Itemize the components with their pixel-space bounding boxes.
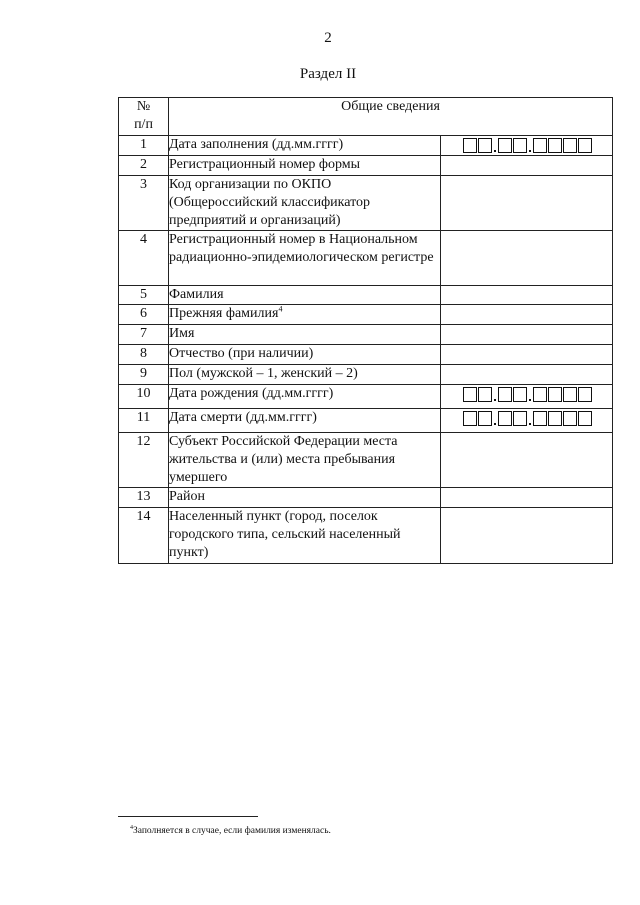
date-separator-dot bbox=[528, 387, 532, 402]
row-value-field[interactable] bbox=[441, 409, 613, 433]
row-number: 2 bbox=[119, 156, 169, 176]
row-value-field[interactable] bbox=[441, 365, 613, 385]
date-digit-box[interactable] bbox=[578, 387, 592, 402]
general-info-table bbox=[118, 97, 613, 564]
row-value-field[interactable] bbox=[441, 508, 613, 564]
row-number: 6 bbox=[119, 305, 169, 325]
table-row bbox=[119, 305, 613, 325]
date-digit-box[interactable] bbox=[548, 411, 562, 426]
row-number: 11 bbox=[119, 409, 169, 433]
column-header-title: Общие сведения bbox=[169, 98, 613, 136]
row-label bbox=[169, 325, 441, 345]
row-value-field[interactable] bbox=[441, 176, 613, 231]
row-label-text: Код организации по ОКПО (Общероссийский классификатор предприятий и организаций) bbox=[169, 177, 371, 228]
date-separator-dot bbox=[493, 411, 497, 426]
row-number: 1 bbox=[119, 136, 169, 156]
footnote bbox=[130, 826, 331, 836]
date-digit-box[interactable] bbox=[513, 411, 527, 426]
row-label bbox=[169, 231, 441, 286]
row-label-text: Фамилия bbox=[169, 287, 224, 302]
row-label bbox=[169, 305, 441, 325]
table-row bbox=[119, 385, 613, 409]
row-number: 14 bbox=[119, 508, 169, 564]
row-label bbox=[169, 286, 441, 305]
row-label bbox=[169, 385, 441, 409]
date-digit-box[interactable] bbox=[478, 411, 492, 426]
row-label-text: Дата смерти (дд.мм.гггг) bbox=[169, 410, 317, 425]
row-number: 4 bbox=[119, 231, 169, 286]
row-label bbox=[169, 365, 441, 385]
row-value-field[interactable] bbox=[441, 345, 613, 365]
row-label bbox=[169, 409, 441, 433]
date-digit-box[interactable] bbox=[578, 411, 592, 426]
table-row bbox=[119, 345, 613, 365]
row-value-field[interactable] bbox=[441, 136, 613, 156]
date-separator-dot bbox=[528, 138, 532, 153]
table-row bbox=[119, 231, 613, 286]
row-label-text: Прежняя фамилия bbox=[169, 306, 279, 321]
row-value-field[interactable] bbox=[441, 156, 613, 176]
row-value-field[interactable] bbox=[441, 488, 613, 508]
footnote-divider bbox=[118, 816, 258, 817]
row-label bbox=[169, 136, 441, 156]
row-value-field[interactable] bbox=[441, 325, 613, 345]
table-row bbox=[119, 325, 613, 345]
date-separator-dot bbox=[493, 138, 497, 153]
row-label-text: Район bbox=[169, 489, 205, 504]
date-digit-box[interactable] bbox=[498, 387, 512, 402]
table-header-row bbox=[119, 98, 613, 136]
row-number: 3 bbox=[119, 176, 169, 231]
date-digit-box[interactable] bbox=[563, 138, 577, 153]
date-input-boxes[interactable] bbox=[441, 409, 612, 426]
date-digit-box[interactable] bbox=[533, 411, 547, 426]
table-row bbox=[119, 286, 613, 305]
row-label bbox=[169, 156, 441, 176]
footnote-mark: 4 bbox=[130, 824, 133, 831]
table-row bbox=[119, 156, 613, 176]
date-digit-box[interactable] bbox=[548, 138, 562, 153]
date-digit-box[interactable] bbox=[513, 138, 527, 153]
row-label-text: Имя bbox=[169, 326, 195, 341]
date-separator-dot bbox=[493, 387, 497, 402]
row-label-text: Регистрационный номер формы bbox=[169, 157, 361, 172]
date-digit-box[interactable] bbox=[463, 387, 477, 402]
date-digit-box[interactable] bbox=[463, 138, 477, 153]
row-value-field[interactable] bbox=[441, 286, 613, 305]
date-digit-box[interactable] bbox=[478, 138, 492, 153]
date-digit-box[interactable] bbox=[578, 138, 592, 153]
row-label-text: Дата заполнения (дд.мм.гггг) bbox=[169, 137, 344, 152]
table-row bbox=[119, 508, 613, 564]
footnote-ref: 4 bbox=[278, 304, 283, 314]
date-digit-box[interactable] bbox=[563, 411, 577, 426]
date-digit-box[interactable] bbox=[498, 138, 512, 153]
date-digit-box[interactable] bbox=[533, 138, 547, 153]
date-digit-box[interactable] bbox=[498, 411, 512, 426]
date-digit-box[interactable] bbox=[533, 387, 547, 402]
row-number: 12 bbox=[119, 433, 169, 488]
section-title: Раздел II bbox=[299, 66, 357, 82]
row-value-field[interactable] bbox=[441, 231, 613, 286]
row-label-text: Пол (мужской – 1, женский – 2) bbox=[169, 366, 358, 381]
date-digit-box[interactable] bbox=[548, 387, 562, 402]
date-digit-box[interactable] bbox=[563, 387, 577, 402]
row-label-text: Населенный пункт (город, поселок городского типа, сельский населенный пункт) bbox=[169, 509, 401, 560]
table-row bbox=[119, 488, 613, 508]
table-row bbox=[119, 176, 613, 231]
date-digit-box[interactable] bbox=[513, 387, 527, 402]
row-label bbox=[169, 433, 441, 488]
date-separator-dot bbox=[528, 411, 532, 426]
date-digit-box[interactable] bbox=[463, 411, 477, 426]
row-value-field[interactable] bbox=[441, 433, 613, 488]
row-label bbox=[169, 345, 441, 365]
row-label-text: Регистрационный номер в Национальном радиационно-эпидемиологическом регистре bbox=[169, 232, 434, 265]
row-number: 9 bbox=[119, 365, 169, 385]
row-number: 10 bbox=[119, 385, 169, 409]
row-number: 13 bbox=[119, 488, 169, 508]
date-input-boxes[interactable] bbox=[441, 136, 612, 153]
row-label bbox=[169, 508, 441, 564]
row-label-text: Дата рождения (дд.мм.гггг) bbox=[169, 386, 334, 401]
row-label-text: Отчество (при наличии) bbox=[169, 346, 314, 361]
table-row bbox=[119, 433, 613, 488]
column-header-num: № п/п bbox=[119, 98, 169, 136]
row-label-text: Субъект Российской Федерации места жительства и (или) места пребывания умершего bbox=[169, 434, 398, 485]
footnote-text: Заполняется в случае, если фамилия изменялась. bbox=[133, 826, 331, 836]
row-value-field[interactable] bbox=[441, 305, 613, 325]
table-row bbox=[119, 365, 613, 385]
row-label bbox=[169, 488, 441, 508]
table-row bbox=[119, 136, 613, 156]
row-label bbox=[169, 176, 441, 231]
row-number: 8 bbox=[119, 345, 169, 365]
date-digit-box[interactable] bbox=[478, 387, 492, 402]
page-number: 2 bbox=[324, 30, 332, 46]
row-number: 5 bbox=[119, 286, 169, 305]
table-row bbox=[119, 409, 613, 433]
row-number: 7 bbox=[119, 325, 169, 345]
date-input-boxes[interactable] bbox=[441, 385, 612, 402]
row-value-field[interactable] bbox=[441, 385, 613, 409]
